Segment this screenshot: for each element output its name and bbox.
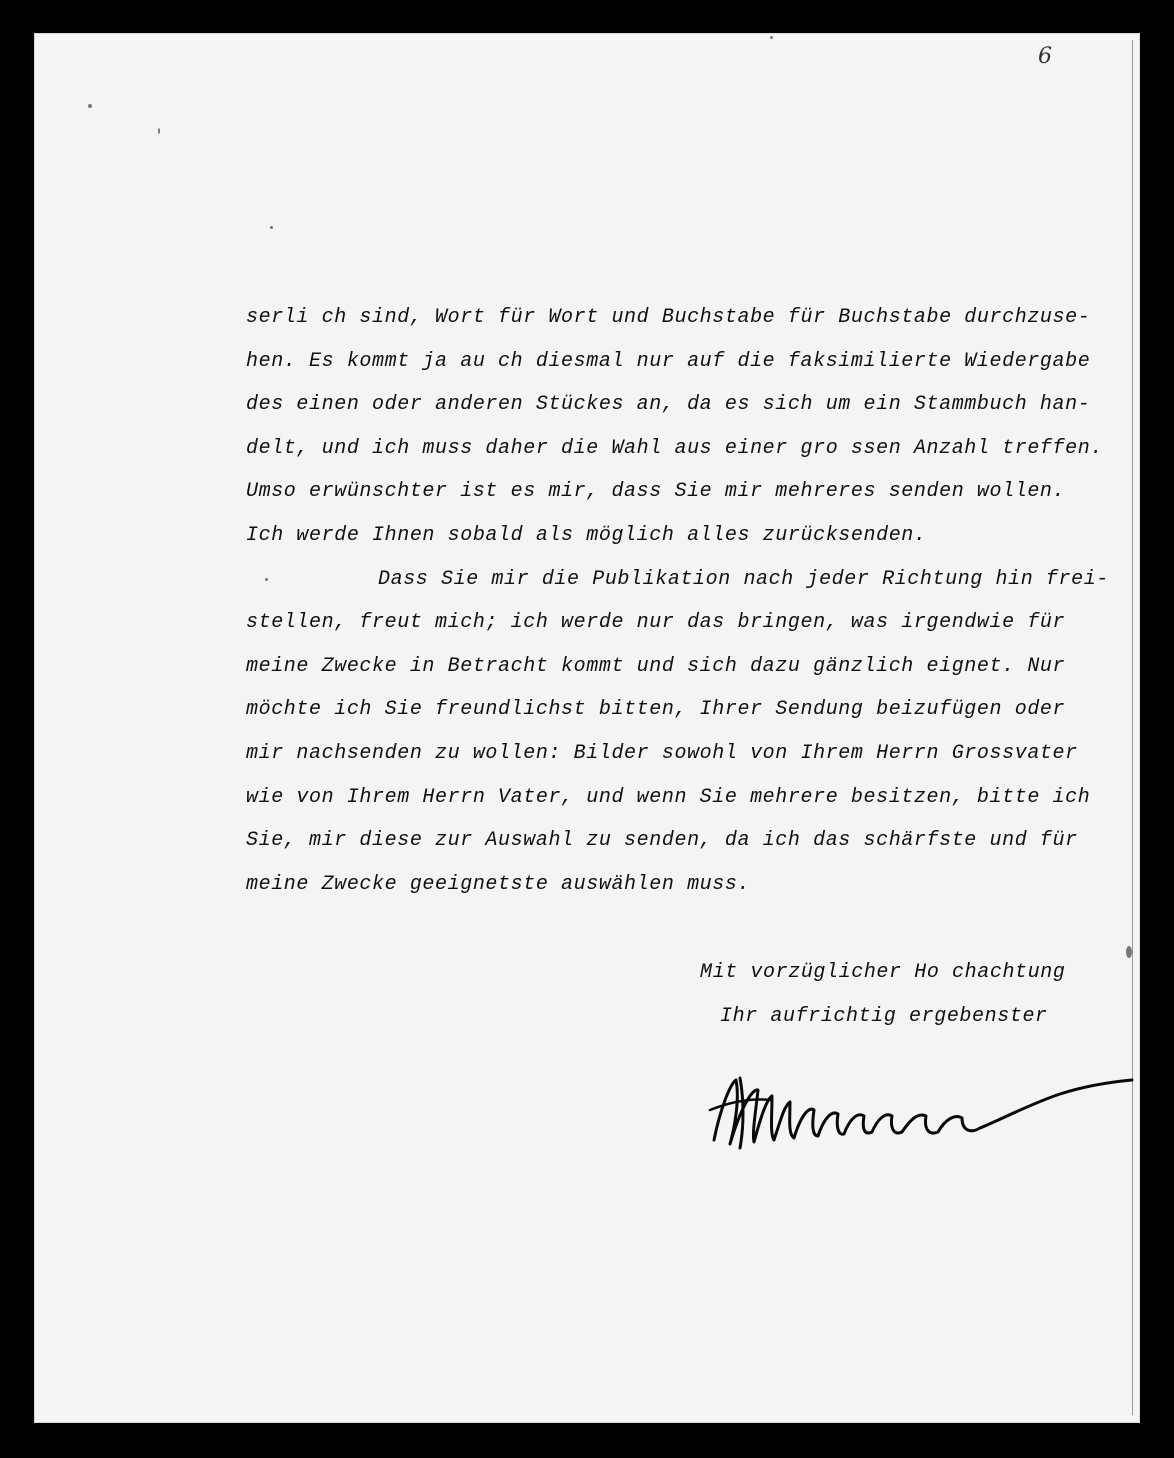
letter-line: serli ch sind, Wort für Wort und Buchstabe für Buchstabe durchzuse- [246,306,1091,329]
closing-salutation: Mit vorzüglicher Ho chachtung [700,961,1066,984]
letter-line: Dass Sie mir die Publikation nach jeder Richtung hin frei- [378,567,1109,591]
paper-speck [158,128,160,134]
letter-line: wie von Ihrem Herrn Vater, und wenn Sie mehrere besitzen, bitte ich [246,785,1091,809]
letter-line: delt, und ich muss daher die Wahl aus einer gro ssen Anzahl treffen. [246,436,1103,460]
handwritten-signature [700,1070,1140,1160]
letter-line: Ich werde Ihnen sobald als möglich alles zurücksenden. [246,523,927,547]
paper-speck [270,226,273,229]
paper-speck [88,104,92,108]
closing-regards: Ihr aufrichtig ergebenster [720,1005,1048,1028]
page-edge-line [1132,40,1133,1415]
paper-speck [1126,946,1132,958]
signature-stroke [710,1099,770,1110]
letter-line: meine Zwecke in Betracht kommt und sich dazu gänzlich eignet. Nur [246,654,1066,678]
closing-block [700,951,1065,1039]
letter-line: mir nachsenden zu wollen: Bilder sowohl von Ihrem Herrn Grossvater [246,741,1078,765]
letter-body [246,296,1126,906]
letter-line: hen. Es kommt ja au ch diesmal nur auf die faksimilierte Wiedergabe [246,349,1091,373]
signature-stroke [714,1080,1132,1144]
letter-line: des einen oder anderen Stückes an, da es sich um ein Stammbuch han- [246,393,1091,417]
page-number: 6 [1038,44,1052,69]
letter-line: Umso erwünschter ist es mir, dass Sie mir mehreres senden wollen. [246,480,1066,504]
letter-line: Sie, mir diese zur Auswahl zu senden, da ich das schärfste und für [246,829,1078,853]
paper-speck [770,36,773,39]
letter-line: meine Zwecke geeignetste auswählen muss. [246,872,751,896]
letter-line: möchte ich Sie freundlichst bitten, Ihrer Sendung beizufügen oder [246,698,1066,722]
paper-speck [265,578,268,581]
letter-line: stellen, freut mich; ich werde nur das bringen, was irgendwie für [246,611,1066,635]
